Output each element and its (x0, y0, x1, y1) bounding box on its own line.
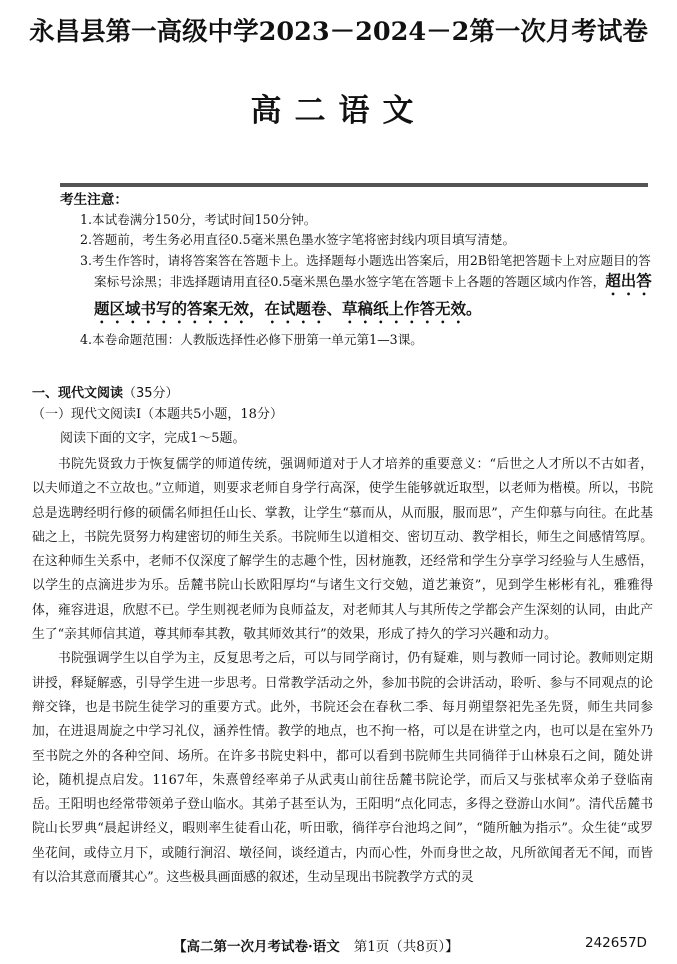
notice-heading: 考生注意： (60, 192, 128, 208)
subsection-heading: （一）现代文阅读Ⅰ（本题共5小题，18分） (32, 407, 283, 422)
notice-item: 3.考生作答时，请将答案答在答题卡上。选择题每小题选出答案后，用2B铅笔把答题卡上对应题目的答案标号涂黑；非选择题请用直径0.5毫米黑色墨水签字笔在答题卡上各题的答题区域内作答，超出答题区域书写的答案无效，在试题卷、草稿纸上作答无效。 (80, 253, 652, 318)
notice-list (60, 210, 660, 350)
section-heading: 一、现代文阅读（35分） (32, 386, 179, 401)
reading-passage (32, 453, 653, 890)
notice-emphasis: 超出答题区域书写的答案无效，在试题卷、草稿纸上作答无效。 (94, 272, 652, 318)
notice-item: 4.本卷命题范围：人教版选择性必修下册第一单元第1—3课。 (80, 332, 423, 347)
notice-item: 2.答题前，考生务必用直径0.5毫米黑色墨水签字笔将密封线内项目填写清楚。 (80, 232, 516, 247)
subject-title: 高二语文 (250, 93, 427, 129)
notice-item: 1.本试卷满分150分，考试时间150分钟。 (80, 212, 317, 227)
exam-title: 永昌县第一高级中学2023－2024－2第一次月考试卷 (29, 17, 648, 47)
paper-code: 242657D (585, 935, 647, 951)
divider-rule (60, 183, 648, 187)
footer-title: 【高二第一次月考试卷·语文 第1页（共8页）】 (173, 939, 459, 955)
passage-paragraph: 书院强调学生以自学为主，反复思考之后，可以与同学商讨，仍有疑难，则与教师一同讨论。教师则定期讲授，释疑解惑，引导学生进一步思考。日常教学活动之外，参加书院的会讲活动，聆听、参与不同观点的论辩交锋，也是书院生徒学习的重要方式。此外，书院还会在春秋二季、每月朔望祭祀先圣先贤，师生共同参加，在进退周旋之中学习礼仪，涵养性情。教学的地点，也不拘一格，可以是在讲堂之内，也可以是在室外乃至书院之外的各种空间、场所。在许多书院史料中，都可以看到书院师生共同徜徉于山林泉石之间，随处讲论，随机提点启发。1167年，朱熹曾经率弟子从武夷山前往岳麓书院论学，而后又与张栻率众弟子登临南岳。王阳明也经常带领弟子登山临水。其弟子甚至认为，王阳明“点化同志，多得之登游山水间”。清代岳麓书院山长罗典“晨起讲经义，暇则率生徒看山花，听田歌，徜徉亭台池坞之间”，“随所触为指示”。众生徒“或罗坐花间，或侍立月下，或随行涧沼、墩径间，谈经道古，内而心性，外而身世之故，凡所欲闻者无不闻，而皆有以洽其意而餍其心”。这些极具画面感的叙述，生动呈现出书院教学方式的灵 (32, 651, 653, 886)
reading-instruction: 阅读下面的文字，完成1～5题。 (60, 431, 246, 446)
passage-paragraph: 书院先贤致力于恢复儒学的师道传统，强调师道对于人才培养的重要意义：“后世之人才所以不古如者，以夫师道之不立故也。”立师道，则要求老师自身学行高深，使学生能够就近取型，以老师为楷模。所以，书院总是选聘经明行修的硕儒名师担任山长、掌教，让学生“慕而从，从而服，服而思”，产生仰慕与向往。在此基础之上，书院先贤努力构建密切的师生关系。书院师生以道相交、密切互动、教学相长，师生之间感情笃厚。在这种师生关系中，老师不仅深度了解学生的志趣个性，因材施教，还经常和学生分享学习经验与人生感悟，以学生的点滴进步为乐。岳麓书院山长欧阳厚均“与诸生文行交勉，道艺兼资”，见到学生彬彬有礼，雅雅得体，雍容进退，欣慰不已。学生则视老师为良师益友，对老师其人与其所传之学都会产生深刻的认同，由此产生了“亲其师信其道，尊其师奉其教，敬其师效其行”的效果，形成了持久的学习兴趣和动力。 (32, 457, 653, 643)
candidate-notice (60, 190, 660, 350)
